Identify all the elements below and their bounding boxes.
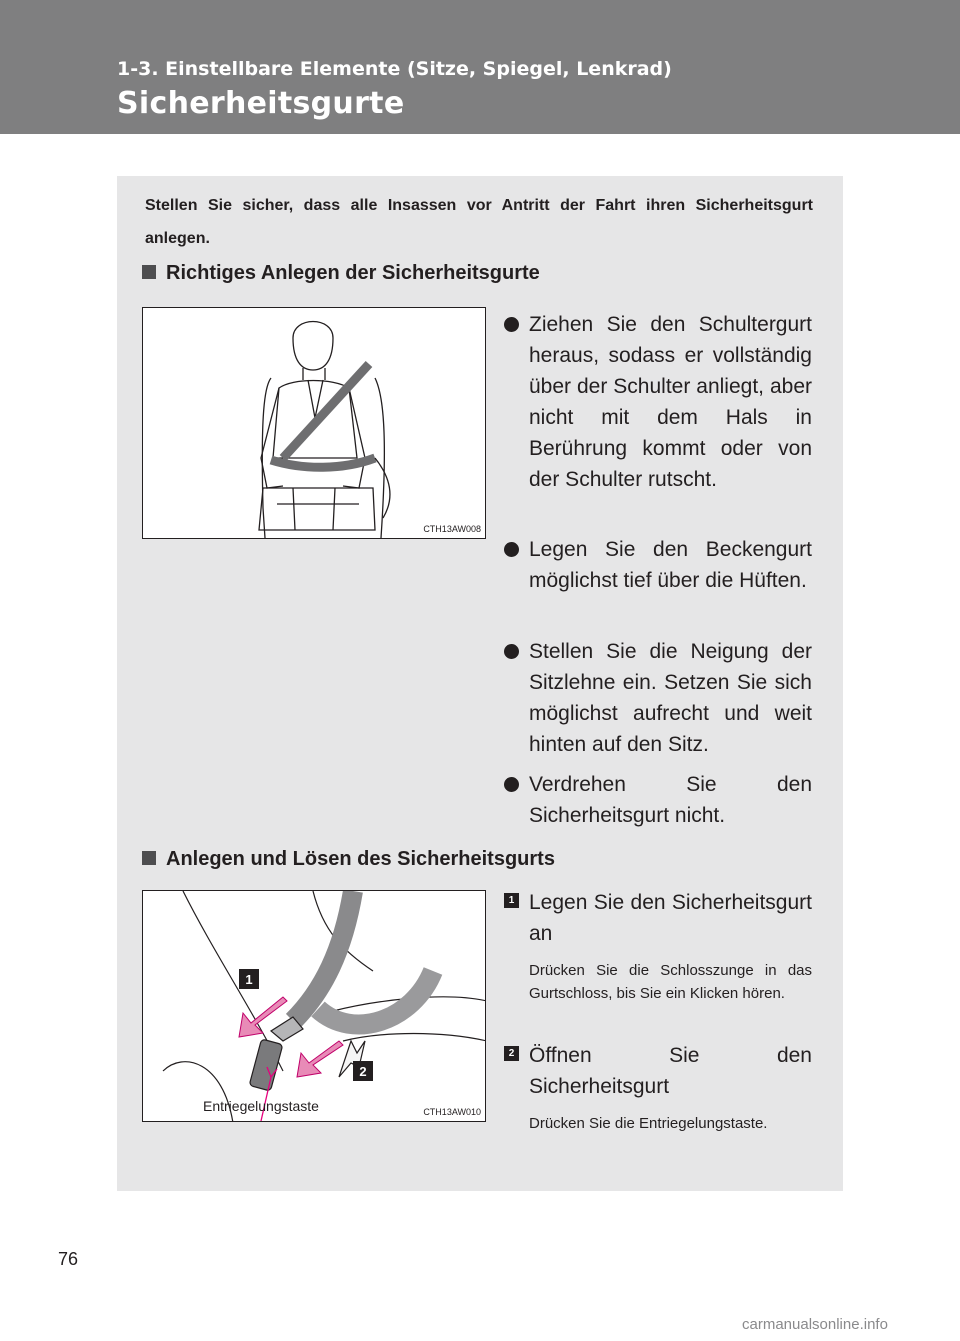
step-title: Öffnen Sie den Sicherheitsgurt bbox=[529, 1044, 812, 1098]
intro-text: Stellen Sie sicher, dass alle Insassen vor Antritt der Fahrt ihren Sicherheitsgurt anlegen. bbox=[145, 197, 813, 247]
step-item bbox=[504, 1040, 812, 1135]
square-bullet-icon bbox=[142, 265, 156, 279]
page-number: 76 bbox=[58, 1249, 79, 1269]
chapter-subtitle: 1-3. Einstellbare Elemente (Sitze, Spiegel, Lenkrad) bbox=[117, 58, 672, 80]
section-heading-buckling bbox=[142, 848, 555, 871]
bullet-item bbox=[504, 534, 812, 596]
figure-belt-buckle bbox=[142, 890, 486, 1122]
figure-code: CTH13AW010 bbox=[423, 1107, 481, 1117]
page-header bbox=[0, 0, 960, 134]
section-heading-correct-wearing bbox=[142, 262, 540, 285]
bullet-item bbox=[504, 309, 812, 495]
bullet-dot-icon bbox=[504, 777, 519, 792]
bullet-dot-icon bbox=[504, 644, 519, 659]
bullet-text: Verdrehen Sie den Sicherheitsgurt nicht. bbox=[529, 773, 812, 827]
bullet-item bbox=[504, 636, 812, 760]
step-item bbox=[504, 887, 812, 1005]
bullet-dot-icon bbox=[504, 542, 519, 557]
section-heading-text: Richtiges Anlegen der Sicherheitsgurte bbox=[166, 262, 540, 284]
square-bullet-icon bbox=[142, 851, 156, 865]
step-description: Drücken Sie die Schlosszunge in das Gurtschloss, bis Sie ein Klicken hören. bbox=[529, 962, 812, 1002]
step-number-badge bbox=[504, 1046, 519, 1061]
release-button-label: Entriegelungstaste bbox=[203, 1098, 319, 1114]
step-number: 2 bbox=[508, 1048, 515, 1059]
bullet-text: Ziehen Sie den Schultergurt heraus, sodass er vollständig über der Schulter anliegt, aber nicht mit dem Hals in Berührung kommt oder von der Schulter rutscht. bbox=[529, 313, 812, 491]
step-description: Drücken Sie die Entriegelungstaste. bbox=[529, 1115, 768, 1132]
step-number: 1 bbox=[508, 895, 515, 906]
buckle-illustration bbox=[143, 891, 486, 1122]
bullet-item bbox=[504, 769, 812, 831]
figure-marker-2-label: 2 bbox=[359, 1064, 367, 1079]
bullet-dot-icon bbox=[504, 317, 519, 332]
figure-code: CTH13AW008 bbox=[423, 524, 481, 534]
bullet-text: Stellen Sie die Neigung der Sitzlehne ein. Setzen Sie sich möglichst aufrecht und weit hinten auf den Sitz. bbox=[529, 640, 812, 756]
bullet-text: Legen Sie den Beckengurt möglichst tief über die Hüften. bbox=[529, 538, 812, 592]
watermark: carmanualsonline.info bbox=[742, 1316, 888, 1333]
step-number-badge bbox=[504, 893, 519, 908]
page-title: Sicherheitsgurte bbox=[117, 86, 405, 121]
step-title: Legen Sie den Sicherheitsgurt an bbox=[529, 891, 812, 945]
figure-seated-person-belt bbox=[142, 307, 486, 539]
seated-person-illustration bbox=[143, 308, 486, 539]
section-heading-text: Anlegen und Lösen des Sicherheitsgurts bbox=[166, 848, 555, 870]
figure-marker-1-label: 1 bbox=[245, 972, 253, 987]
